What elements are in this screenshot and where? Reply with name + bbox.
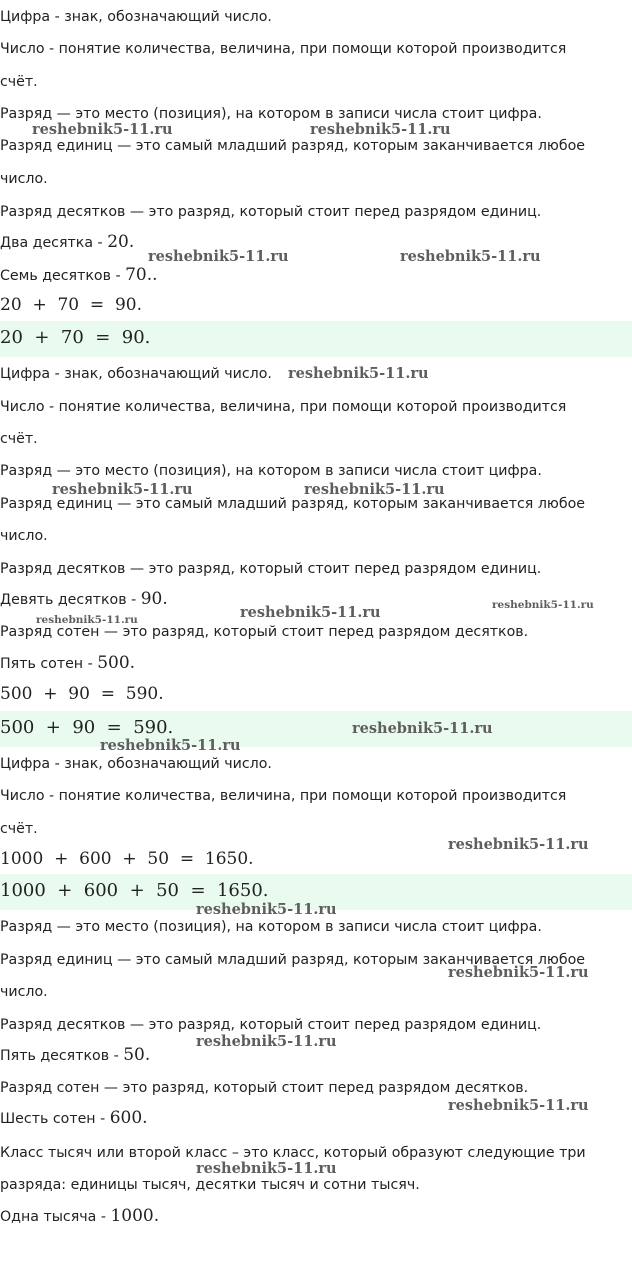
- equation: 1000 + 600 + 50 = 1650.: [0, 849, 254, 869]
- math-value: 90.: [140, 589, 168, 609]
- watermark: reshebnik5-11.ru: [448, 1097, 589, 1114]
- answer-equation: 500 + 90 = 590.: [0, 717, 174, 738]
- watermark: reshebnik5-11.ru: [52, 481, 193, 498]
- math-value: 500.: [97, 653, 136, 673]
- text-line: число.: [0, 528, 48, 544]
- text-line: Цифра - знак, обозначающий число.: [0, 366, 272, 382]
- watermark: reshebnik5-11.ru: [148, 248, 289, 265]
- text-line: Число - понятие количества, величина, при помощи которой производится: [0, 41, 567, 57]
- text-line: Разряд сотен — это разряд, который стоит перед разрядом десятков.: [0, 624, 529, 640]
- watermark: reshebnik5-11.ru: [196, 901, 337, 918]
- line-text: Пять десятков -: [0, 1048, 124, 1064]
- answer-highlight: [0, 321, 632, 357]
- math-value: 1000.: [110, 1206, 160, 1226]
- text-line: счёт.: [0, 74, 38, 90]
- text-line: [0, 265, 632, 286]
- line-text: Одна тысяча -: [0, 1209, 111, 1225]
- line-text: Пять сотен -: [0, 656, 98, 672]
- text-line: Класс тысяч или второй класс – это класс, который образуют следующие три: [0, 1145, 586, 1161]
- math-value: 70..: [125, 265, 158, 285]
- line-text: Два десятка -: [0, 235, 108, 251]
- equation: 500 + 90 = 590.: [0, 684, 164, 704]
- text-line: Разряд единиц — это самый младший разряд, которым заканчивается любое: [0, 952, 586, 968]
- line-text: Шесть сотен -: [0, 1111, 110, 1127]
- math-value: 50.: [123, 1045, 151, 1065]
- watermark: reshebnik5-11.ru: [400, 248, 541, 265]
- math-value: 20.: [107, 232, 135, 252]
- text-line: Разряд — это место (позиция), на котором в записи числа стоит цифра.: [0, 463, 542, 479]
- text-line: число.: [0, 984, 48, 1000]
- text-line: Разряд — это место (позиция), на котором в записи числа стоит цифра.: [0, 919, 542, 935]
- answer-highlight: [0, 711, 632, 747]
- watermark: reshebnik5-11.ru: [492, 599, 594, 611]
- watermark: reshebnik5-11.ru: [304, 481, 445, 498]
- text-line: Цифра - знак, обозначающий число.: [0, 9, 272, 25]
- line-text: Девять десятков -: [0, 592, 141, 608]
- watermark: reshebnik5-11.ru: [36, 614, 138, 626]
- equation: 20 + 70 = 90.: [0, 295, 143, 315]
- line-text: Семь десятков -: [0, 268, 126, 284]
- text-line: Разряд десятков — это разряд, который стоит перед разрядом единиц.: [0, 1017, 542, 1033]
- watermark: reshebnik5-11.ru: [196, 1033, 337, 1050]
- watermark: reshebnik5-11.ru: [32, 121, 173, 138]
- text-line: счёт.: [0, 821, 38, 837]
- watermark: reshebnik5-11.ru: [448, 964, 589, 981]
- math-value: 600.: [109, 1108, 148, 1128]
- text-line: Разряд десятков — это разряд, который стоит перед разрядом единиц.: [0, 561, 542, 577]
- text-line: Разряд — это место (позиция), на котором в записи числа стоит цифра.: [0, 106, 542, 122]
- watermark: reshebnik5-11.ru: [100, 737, 241, 754]
- text-line: Разряд единиц — это самый младший разряд, которым заканчивается любое: [0, 496, 586, 512]
- answer-equation: 20 + 70 = 90.: [0, 327, 151, 348]
- text-line: Число - понятие количества, величина, при помощи которой производится: [0, 788, 567, 804]
- text-line: Число - понятие количества, величина, при помощи которой производится: [0, 399, 567, 415]
- watermark: reshebnik5-11.ru: [310, 121, 451, 138]
- text-line: Разряд сотен — это разряд, который стоит перед разрядом десятков.: [0, 1080, 529, 1096]
- text-line: счёт.: [0, 431, 38, 447]
- watermark: reshebnik5-11.ru: [196, 1160, 337, 1177]
- answer-equation: 1000 + 600 + 50 = 1650.: [0, 880, 269, 901]
- watermark: reshebnik5-11.ru: [240, 604, 381, 621]
- text-line: разряда: единицы тысяч, десятки тысяч и сотни тысяч.: [0, 1177, 420, 1193]
- text-line: Разряд десятков — это разряд, который стоит перед разрядом единиц.: [0, 204, 542, 220]
- watermark: reshebnik5-11.ru: [352, 720, 493, 737]
- text-line: [0, 653, 632, 674]
- text-line: Разряд единиц — это самый младший разряд, которым заканчивается любое: [0, 138, 586, 154]
- text-line: Цифра - знак, обозначающий число.: [0, 756, 272, 772]
- text-line: число.: [0, 171, 48, 187]
- watermark: reshebnik5-11.ru: [448, 836, 589, 853]
- watermark: reshebnik5-11.ru: [288, 365, 429, 382]
- text-line: [0, 1206, 632, 1227]
